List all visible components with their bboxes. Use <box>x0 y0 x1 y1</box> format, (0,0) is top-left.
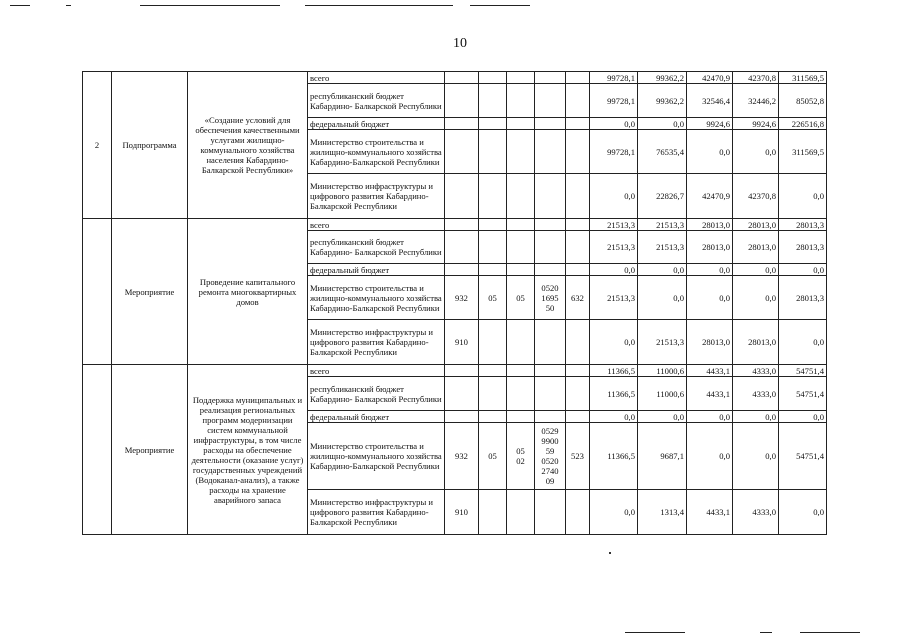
value-cell: 11000,6 <box>638 365 687 377</box>
value-cell: 28013,0 <box>733 320 779 365</box>
table-row <box>83 365 827 377</box>
value-cell: 4333,0 <box>733 377 779 411</box>
value-cell: 21513,3 <box>590 231 638 264</box>
value-cell: 28013,0 <box>687 219 733 231</box>
value-cell: 0,0 <box>733 423 779 490</box>
value-cell: 0,0 <box>687 411 733 423</box>
scan-line-top-1 <box>10 5 30 6</box>
funding-source: федеральный бюджет <box>308 118 445 130</box>
value-cell: 21513,3 <box>638 219 687 231</box>
value-cell: 54751,4 <box>779 377 827 411</box>
grbs-code: 910 <box>445 490 479 535</box>
scan-line-top-3 <box>140 5 280 6</box>
value-cell: 42470,9 <box>687 174 733 219</box>
program-type: Мероприятие <box>112 365 188 535</box>
program-type: Подпрограмма <box>112 72 188 219</box>
value-cell: 0,0 <box>779 174 827 219</box>
funding-source: всего <box>308 72 445 84</box>
value-cell: 99728,1 <box>590 84 638 118</box>
value-cell: 28013,3 <box>779 231 827 264</box>
funding-source: Министерство строительства и жилищно-коммунального хозяйства Кабардино-Балкарской Республики <box>308 130 445 174</box>
value-cell: 11000,6 <box>638 377 687 411</box>
value-cell: 28013,0 <box>687 320 733 365</box>
value-cell: 32546,4 <box>687 84 733 118</box>
table-row <box>83 219 827 231</box>
value-cell: 0,0 <box>590 174 638 219</box>
table-row <box>83 72 827 84</box>
vr-code: 632 <box>566 276 590 320</box>
pr-code: 05 <box>507 276 535 320</box>
value-cell: 99362,2 <box>638 84 687 118</box>
value-cell: 99728,1 <box>590 130 638 174</box>
value-cell: 311569,5 <box>779 72 827 84</box>
value-cell: 21513,3 <box>590 276 638 320</box>
value-cell: 0,0 <box>733 411 779 423</box>
funding-source: Министерство строительства и жилищно-коммунального хозяйства Кабардино-Балкарской Республики <box>308 276 445 320</box>
budget-table <box>82 71 827 535</box>
value-cell: 4333,0 <box>733 490 779 535</box>
page-number: 10 <box>453 36 467 51</box>
value-cell: 0,0 <box>590 118 638 130</box>
value-cell: 0,0 <box>779 490 827 535</box>
value-cell: 99728,1 <box>590 72 638 84</box>
row-number: 2 <box>83 72 112 219</box>
funding-source: федеральный бюджет <box>308 264 445 276</box>
funding-source: республиканский бюджет Кабардино- Балкарской Республики <box>308 231 445 264</box>
csr-code: 0520 1695 50 <box>535 276 566 320</box>
value-cell: 22826,7 <box>638 174 687 219</box>
rz-code: 05 <box>479 276 507 320</box>
funding-source: Министерство инфраструктуры и цифрового развития Кабардино-Балкарской Республики <box>308 174 445 219</box>
funding-source: федеральный бюджет <box>308 411 445 423</box>
value-cell: 0,0 <box>733 130 779 174</box>
value-cell: 11366,5 <box>590 365 638 377</box>
value-cell: 11366,5 <box>590 423 638 490</box>
value-cell: 0,0 <box>733 276 779 320</box>
value-cell: 0,0 <box>638 276 687 320</box>
value-cell: 0,0 <box>779 320 827 365</box>
scan-speck <box>609 552 611 554</box>
value-cell: 11366,5 <box>590 377 638 411</box>
value-cell: 4433,1 <box>687 377 733 411</box>
funding-source: всего <box>308 365 445 377</box>
value-cell: 21513,3 <box>590 219 638 231</box>
value-cell: 0,0 <box>638 411 687 423</box>
value-cell: 54751,4 <box>779 365 827 377</box>
program-name: «Создание условий для обеспечения качественными услугами жилищно-коммунального хозяйства населения Кабардино-Балкарской Республики» <box>188 72 308 219</box>
value-cell: 0,0 <box>687 264 733 276</box>
row-number <box>83 365 112 535</box>
value-cell: 311569,5 <box>779 130 827 174</box>
value-cell: 21513,3 <box>638 320 687 365</box>
value-cell: 42370,8 <box>733 72 779 84</box>
pr-code: 05 02 <box>507 423 535 490</box>
grbs-code: 932 <box>445 276 479 320</box>
value-cell: 0,0 <box>590 490 638 535</box>
funding-source: республиканский бюджет Кабардино- Балкарской Республики <box>308 84 445 118</box>
scan-line-top-4 <box>305 5 453 6</box>
value-cell: 1313,4 <box>638 490 687 535</box>
rz-code: 05 <box>479 423 507 490</box>
value-cell: 9924,6 <box>687 118 733 130</box>
value-cell: 4433,1 <box>687 365 733 377</box>
program-name: Поддержка муниципальных и реализация региональных программ модернизации систем коммунальной инфраструктуры, в том числе расходы на обеспечение деятельности (оказание услуг) государственных учреждений (Водоканал-анализ), а также расходы на хранение аварийного запаса <box>188 365 308 535</box>
value-cell: 9687,1 <box>638 423 687 490</box>
value-cell: 0,0 <box>590 411 638 423</box>
value-cell: 226516,8 <box>779 118 827 130</box>
funding-source: всего <box>308 219 445 231</box>
value-cell: 0,0 <box>638 264 687 276</box>
funding-source: Министерство инфраструктуры и цифрового развития Кабардино-Балкарской Республики <box>308 490 445 535</box>
value-cell: 85052,8 <box>779 84 827 118</box>
vr-code: 523 <box>566 423 590 490</box>
value-cell: 28013,3 <box>779 219 827 231</box>
value-cell: 0,0 <box>687 276 733 320</box>
value-cell: 42370,8 <box>733 174 779 219</box>
value-cell: 54751,4 <box>779 423 827 490</box>
program-type: Мероприятие <box>112 219 188 365</box>
value-cell: 21513,3 <box>638 231 687 264</box>
value-cell: 76535,4 <box>638 130 687 174</box>
value-cell: 0,0 <box>687 423 733 490</box>
value-cell: 28013,0 <box>733 219 779 231</box>
funding-source: республиканский бюджет Кабардино- Балкарской Республики <box>308 377 445 411</box>
program-name: Проведение капитального ремонта многоквартирных домов <box>188 219 308 365</box>
value-cell: 4433,1 <box>687 490 733 535</box>
value-cell: 0,0 <box>638 118 687 130</box>
value-cell: 28013,0 <box>687 231 733 264</box>
value-cell: 32446,2 <box>733 84 779 118</box>
value-cell: 0,0 <box>779 411 827 423</box>
row-number <box>83 219 112 365</box>
csr-code: 0529 9900 59 0520 2740 09 <box>535 423 566 490</box>
funding-source: Министерство строительства и жилищно-коммунального хозяйства Кабардино-Балкарской Республики <box>308 423 445 490</box>
value-cell: 9924,6 <box>733 118 779 130</box>
value-cell: 42470,9 <box>687 72 733 84</box>
scan-line-bottom-2 <box>760 632 772 633</box>
funding-source: Министерство инфраструктуры и цифрового развития Кабардино-Балкарской Республики <box>308 320 445 365</box>
scan-line-top-2 <box>66 5 71 6</box>
grbs-code: 910 <box>445 320 479 365</box>
scan-line-bottom-1 <box>625 632 685 633</box>
scan-line-bottom-3 <box>800 632 860 633</box>
value-cell: 4333,0 <box>733 365 779 377</box>
value-cell: 0,0 <box>687 130 733 174</box>
value-cell: 0,0 <box>779 264 827 276</box>
value-cell: 0,0 <box>590 264 638 276</box>
value-cell: 28013,3 <box>779 276 827 320</box>
grbs-code: 932 <box>445 423 479 490</box>
value-cell: 0,0 <box>590 320 638 365</box>
value-cell: 99362,2 <box>638 72 687 84</box>
value-cell: 28013,0 <box>733 231 779 264</box>
value-cell: 0,0 <box>733 264 779 276</box>
scan-line-top-5 <box>470 5 530 6</box>
